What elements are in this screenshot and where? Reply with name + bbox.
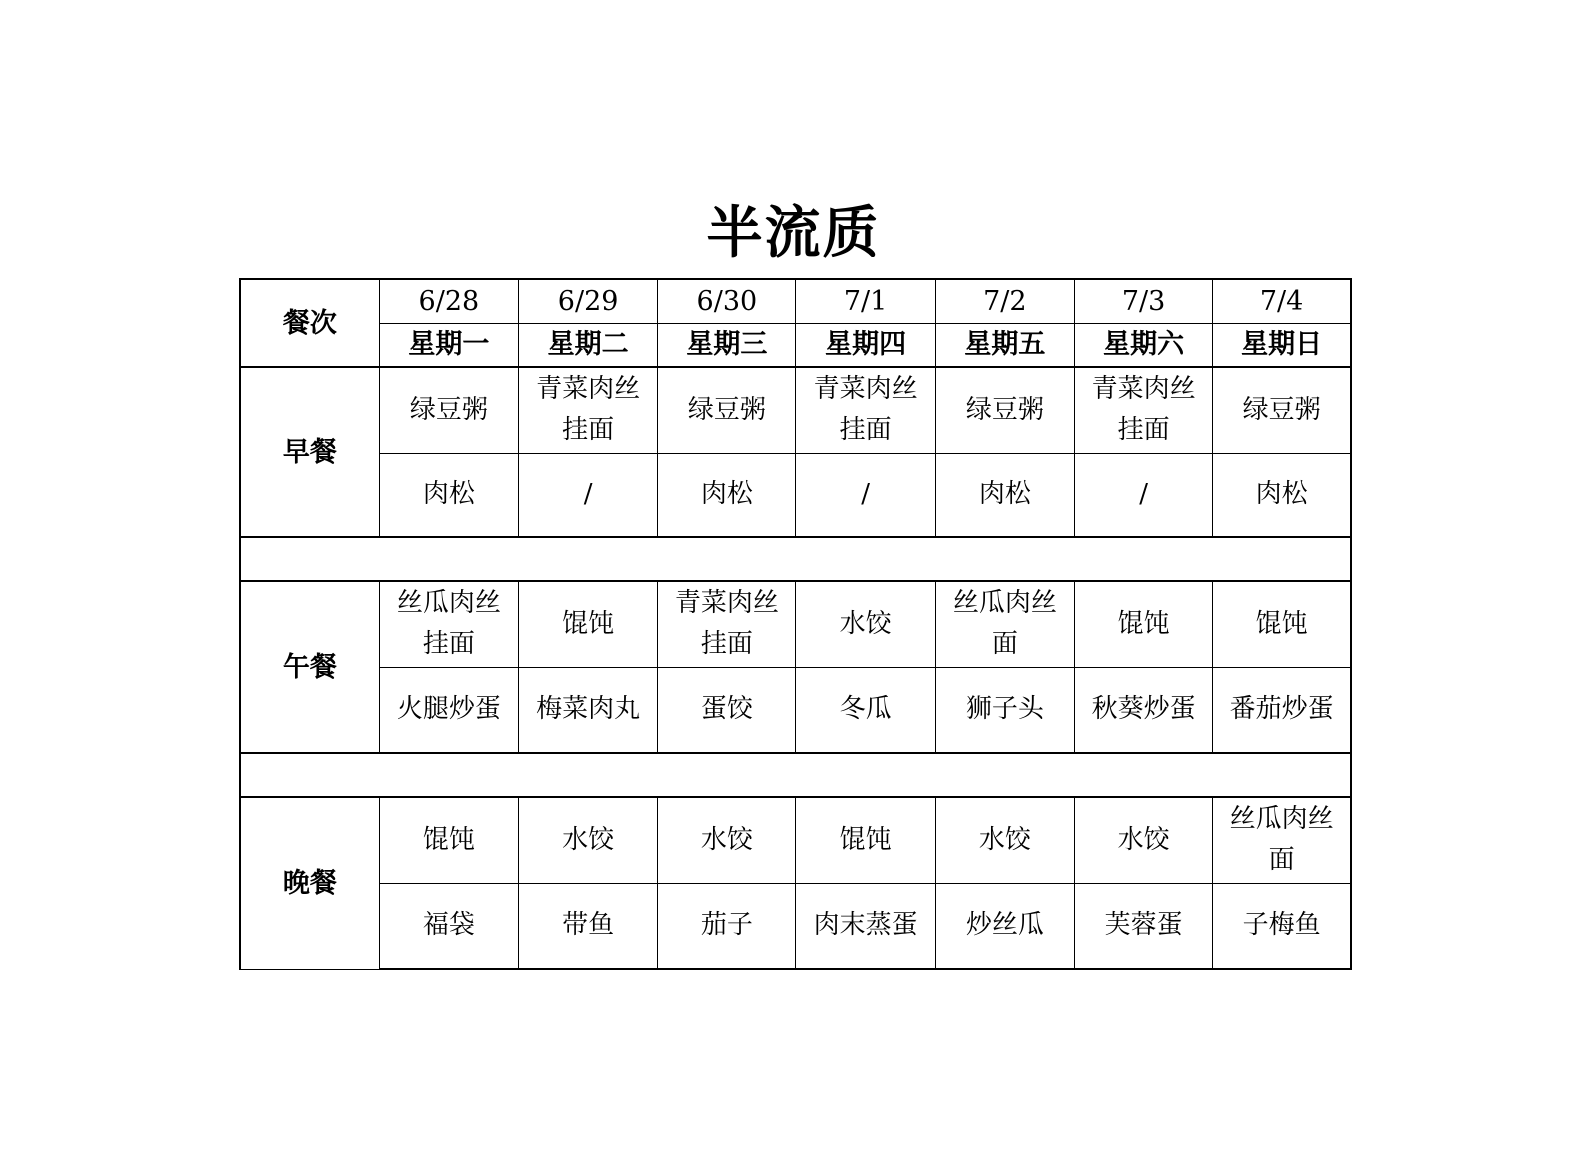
dish-cell — [379, 883, 518, 969]
dish-cell — [935, 453, 1074, 537]
dish-cell — [519, 667, 658, 753]
lunch-row-1 — [240, 581, 1351, 667]
dish-text: 芙蓉蛋 — [1104, 910, 1183, 941]
weekday-cell: 星期三 — [658, 323, 796, 367]
page-title: 半流质 — [706, 200, 881, 266]
date-cell: 6/28 — [379, 279, 518, 323]
dish-cell — [1213, 883, 1351, 969]
dish-text: 冬瓜 — [839, 694, 892, 725]
meal-column-header: 餐次 — [240, 279, 379, 367]
date-cell: 7/3 — [1074, 279, 1212, 323]
dish-cell — [935, 797, 1074, 883]
dish-text: 水饺 — [839, 608, 892, 639]
dish-text: 肉松 — [422, 479, 475, 510]
dish-text: 水饺 — [1117, 824, 1170, 855]
dish-cell — [796, 453, 935, 537]
dish-cell — [379, 667, 518, 753]
dish-text: 肉松 — [700, 479, 753, 510]
dish-cell — [1213, 367, 1351, 453]
dish-cell — [519, 883, 658, 969]
breakfast-row-1 — [240, 367, 1351, 453]
dish-cell — [1074, 581, 1212, 667]
date-cell: 7/4 — [1213, 279, 1351, 323]
dish-text: 馄饨 — [1117, 608, 1170, 639]
header-date-row — [240, 279, 1351, 323]
dish-cell — [519, 797, 658, 883]
dish-text: 馄饨 — [839, 824, 892, 855]
dish-cell — [1074, 797, 1212, 883]
dish-text: 丝瓜肉丝挂面 — [396, 588, 501, 660]
dish-text: 带鱼 — [562, 910, 615, 941]
meal-label-lunch: 午餐 — [240, 581, 379, 753]
dish-cell — [658, 797, 796, 883]
dish-text: / — [583, 479, 593, 510]
date-cell: 7/1 — [796, 279, 935, 323]
dish-cell — [796, 367, 935, 453]
dish-cell — [1074, 883, 1212, 969]
dish-text: 绿豆粥 — [687, 394, 766, 425]
spacer-cell — [240, 753, 1351, 797]
dish-cell — [379, 581, 518, 667]
dish-cell — [379, 453, 518, 537]
dish-cell — [1074, 667, 1212, 753]
dinner-row-1 — [240, 797, 1351, 883]
dish-text: 青菜肉丝挂面 — [674, 588, 779, 660]
dish-text: 丝瓜肉丝面 — [952, 588, 1057, 660]
dish-cell — [519, 453, 658, 537]
weekday-cell: 星期二 — [519, 323, 658, 367]
dish-text: 青菜肉丝挂面 — [536, 374, 641, 446]
weekday-cell: 星期日 — [1213, 323, 1351, 367]
dish-cell — [658, 453, 796, 537]
dish-cell — [935, 581, 1074, 667]
dish-cell — [658, 883, 796, 969]
dish-cell — [658, 581, 796, 667]
header-weekday-row — [240, 323, 1351, 367]
dish-text: / — [861, 479, 870, 510]
dish-text: 馄饨 — [422, 824, 475, 855]
dish-cell — [935, 367, 1074, 453]
weekday-cell: 星期一 — [379, 323, 518, 367]
dish-cell — [519, 581, 658, 667]
spacer-row — [240, 537, 1351, 581]
weekday-cell: 星期六 — [1074, 323, 1212, 367]
dish-text: 水饺 — [978, 824, 1031, 855]
dish-cell — [379, 367, 518, 453]
dish-text: 梅菜肉丸 — [536, 694, 641, 725]
dish-cell — [658, 367, 796, 453]
dish-text: 丝瓜肉丝面 — [1229, 804, 1334, 876]
dish-text: 水饺 — [700, 824, 753, 855]
dish-cell — [796, 883, 935, 969]
dish-text: 福袋 — [422, 910, 475, 941]
dish-text: 水饺 — [562, 824, 615, 855]
dish-cell — [1213, 667, 1351, 753]
date-cell: 7/2 — [935, 279, 1074, 323]
spacer-row — [240, 753, 1351, 797]
dish-text: 青菜肉丝挂面 — [1091, 374, 1196, 446]
dish-text: / — [1139, 479, 1148, 510]
dish-cell — [935, 667, 1074, 753]
dish-cell — [935, 883, 1074, 969]
dish-text: 绿豆粥 — [965, 394, 1044, 425]
dish-text: 狮子头 — [965, 694, 1044, 725]
dish-text: 青菜肉丝挂面 — [813, 374, 918, 446]
dish-text: 肉末蒸蛋 — [813, 910, 918, 941]
lunch-row-2 — [240, 667, 1351, 753]
dish-cell — [796, 581, 935, 667]
dinner-row-2 — [240, 883, 1351, 969]
dish-text: 馄饨 — [562, 608, 615, 639]
dish-cell — [379, 797, 518, 883]
meal-label-dinner: 晚餐 — [240, 797, 379, 969]
dish-cell — [1213, 797, 1351, 883]
dish-cell — [796, 797, 935, 883]
breakfast-row-2 — [240, 453, 1351, 537]
dish-cell — [1074, 453, 1212, 537]
dish-text: 肉松 — [1255, 479, 1308, 510]
spacer-cell — [240, 537, 1351, 581]
dish-text: 番茄炒蛋 — [1229, 694, 1334, 725]
dish-text: 绿豆粥 — [1242, 394, 1321, 425]
dish-text: 肉松 — [978, 479, 1031, 510]
dish-cell — [519, 367, 658, 453]
dish-text: 绿豆粥 — [409, 394, 488, 425]
dish-cell — [1213, 581, 1351, 667]
weekday-cell: 星期五 — [935, 323, 1074, 367]
dish-cell — [1074, 367, 1212, 453]
dish-cell — [796, 667, 935, 753]
dish-text: 茄子 — [700, 910, 753, 941]
weekday-cell: 星期四 — [796, 323, 935, 367]
date-cell: 6/30 — [658, 279, 796, 323]
meal-label-breakfast: 早餐 — [240, 367, 379, 537]
dish-text: 炒丝瓜 — [965, 910, 1044, 941]
dish-text: 子梅鱼 — [1242, 910, 1321, 941]
dish-cell — [1213, 453, 1351, 537]
dish-text: 蛋饺 — [700, 694, 753, 725]
dish-text: 火腿炒蛋 — [396, 694, 501, 725]
dish-text: 秋葵炒蛋 — [1091, 694, 1196, 725]
menu-table — [239, 278, 1352, 970]
date-cell: 6/29 — [519, 279, 658, 323]
dish-cell — [658, 667, 796, 753]
dish-text: 馄饨 — [1255, 608, 1308, 639]
